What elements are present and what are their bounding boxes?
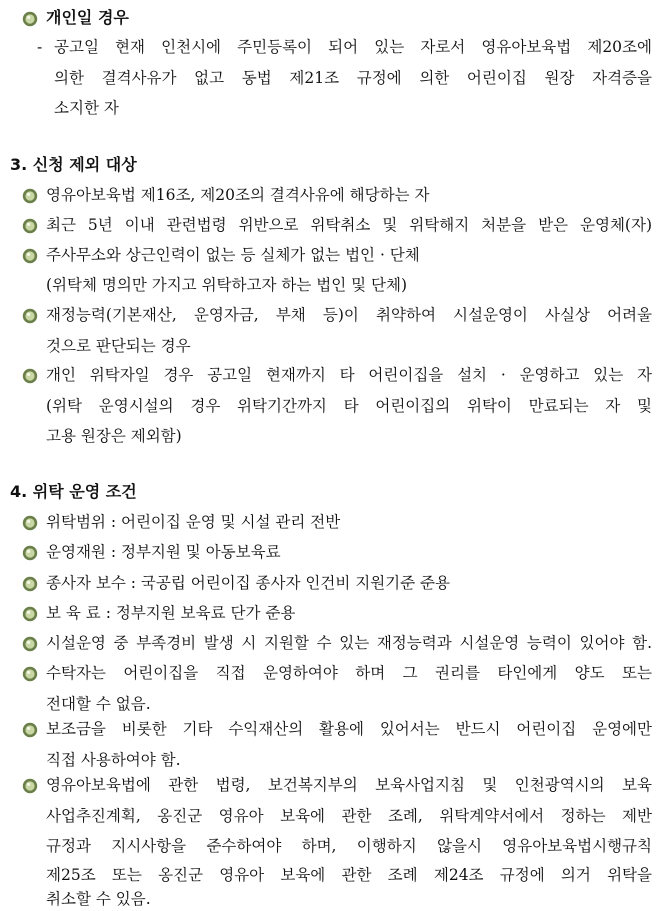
green-bullet-icon <box>22 11 38 27</box>
list-item-continuation: 취소할 수 있음. <box>46 890 151 908</box>
green-bullet-icon <box>22 188 38 204</box>
green-bullet-icon <box>22 606 38 622</box>
individual-case-line: 소지한 자 <box>54 99 119 117</box>
list-item-continuation: (위탁체 명의만 가지고 위탁하고자 하는 법인 및 단체) <box>46 276 408 294</box>
list-item: 수탁자는 어린이집을 직접 운영하여야 하며 그 권리를 타인에게 양도 또는 <box>46 664 652 682</box>
section-3-heading: 3. 신청 제외 대상 <box>10 155 137 174</box>
list-item: 위탁범위 : 어린이집 운영 및 시설 관리 전반 <box>46 513 341 531</box>
list-item: 종사자 보수 : 국공립 어린이집 종사자 인건비 지원기준 준용 <box>46 574 450 592</box>
list-item: 보조금을 비롯한 기타 수익재산의 활용에 있어서는 반드시 어린이집 운영에만 <box>46 720 652 738</box>
green-bullet-icon <box>22 308 38 324</box>
list-item-continuation: 것으로 판단되는 경우 <box>46 337 191 355</box>
list-item: 최근 5년 이내 관련법령 위반으로 위탁취소 및 위탁해지 처분을 받은 운영체(자) <box>46 216 652 234</box>
list-item: 운영재원 : 정부지원 및 아동보육료 <box>46 543 281 561</box>
green-bullet-icon <box>22 576 38 592</box>
list-item-continuation: 제25조 또는 옹진군 영유아 보육에 관한 조례 제24조 규정에 의거 위탁을 <box>46 866 652 884</box>
green-bullet-icon <box>22 368 38 384</box>
green-bullet-icon <box>22 666 38 682</box>
list-item: 주사무소와 상근인력이 없는 등 실체가 없는 법인 · 단체 <box>46 246 420 264</box>
dash-marker: - <box>37 38 43 56</box>
list-item: 시설운영 중 부족경비 발생 시 지원할 수 있는 재정능력과 시설운영 능력이 있어야 함. <box>46 634 652 652</box>
green-bullet-icon <box>22 515 38 531</box>
list-item-continuation: 사업추진계획, 옹진군 영유아 보육에 관한 조례, 위탁계약서에서 정하는 제반 <box>46 807 652 825</box>
list-item-continuation: 규정과 지시사항을 준수하여야 하며, 이행하지 않을시 영유아보육법시행규칙 <box>46 837 652 855</box>
green-bullet-icon <box>22 545 38 561</box>
individual-case-line: 공고일 현재 인천시에 주민등록이 되어 있는 자로서 영유아보육법 제20조에 <box>54 38 652 56</box>
list-item-continuation: 전대할 수 없음. <box>46 695 151 713</box>
list-item: 보 육 료 : 정부지원 보육료 단가 준용 <box>46 604 296 622</box>
list-item: 개인 위탁자일 경우 공고일 현재까지 타 어린이집을 설치 · 운영하고 있는 자 <box>46 366 652 384</box>
list-item: 영유아보육법 제16조, 제20조의 결격사유에 해당하는 자 <box>46 186 430 204</box>
list-item-continuation: 직접 사용하여야 함. <box>46 751 181 769</box>
green-bullet-icon <box>22 778 38 794</box>
list-item-continuation: 고용 원장은 제외함) <box>46 427 182 445</box>
green-bullet-icon <box>22 722 38 738</box>
individual-case-heading: 개인일 경우 <box>46 8 129 27</box>
list-item-continuation: (위탁 운영시설의 경우 위탁기간까지 타 어린이집의 위탁이 만료되는 자 및 <box>46 397 652 415</box>
individual-case-line: 의한 결격사유가 없고 동법 제21조 규정에 의한 어린이집 원장 자격증을 <box>54 69 652 87</box>
green-bullet-icon <box>22 218 38 234</box>
green-bullet-icon <box>22 636 38 652</box>
list-item: 재정능력(기본재산, 운영자금, 부채 등)이 취약하여 시설운영이 사실상 어려울 <box>46 306 652 324</box>
section-4-heading: 4. 위탁 운영 조건 <box>10 482 137 501</box>
list-item: 영유아보육법에 관한 법령, 보건복지부의 보육사업지침 및 인천광역시의 보육 <box>46 776 652 794</box>
green-bullet-icon <box>22 248 38 264</box>
